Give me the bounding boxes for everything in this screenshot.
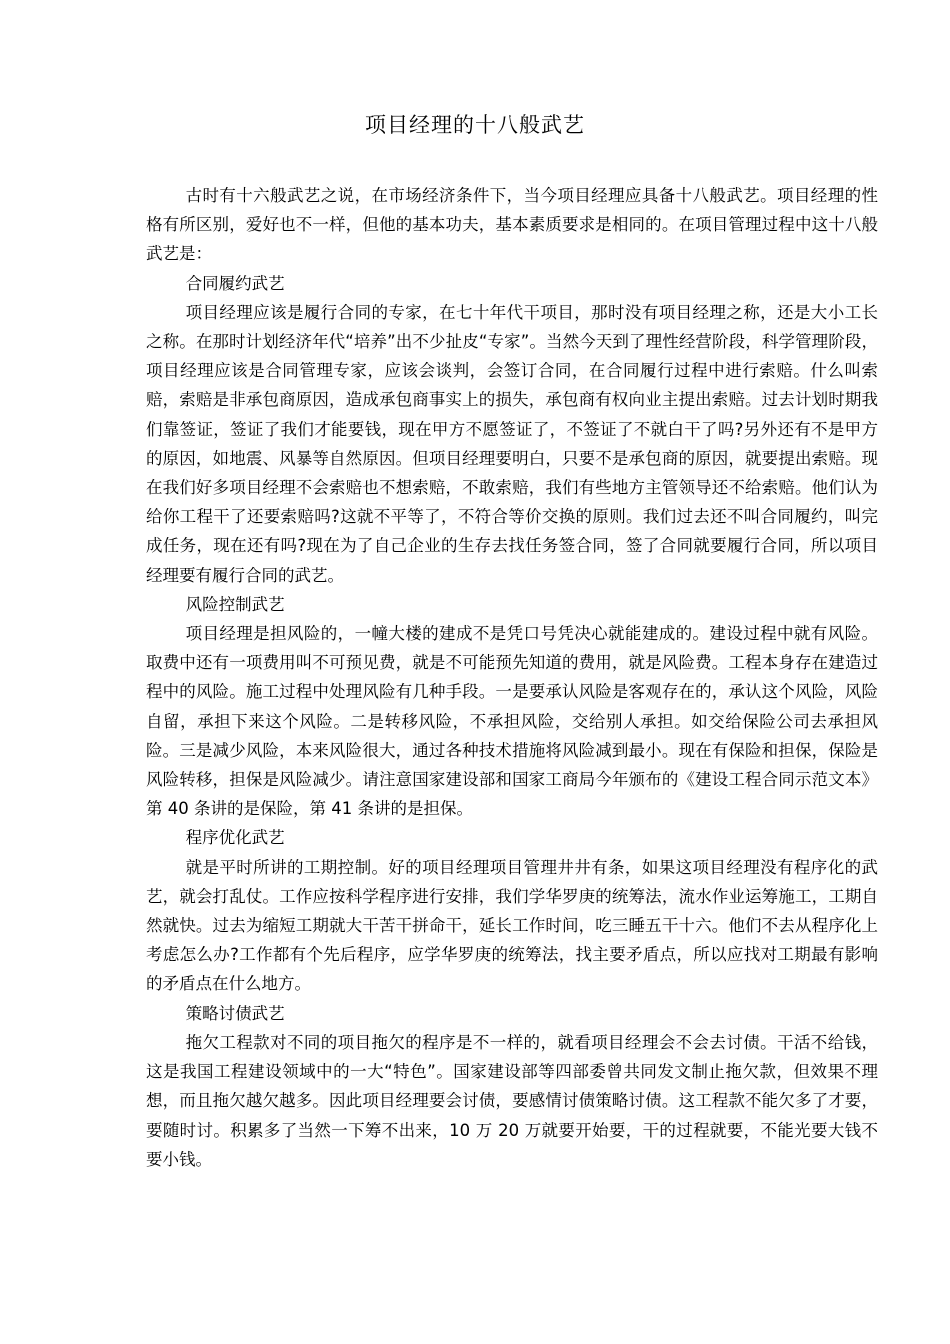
section-paragraph-debt: 拖欠工程款对不同的项目拖欠的程序是不一样的，就看项目经理会不会去讨债。干活不给钱，这是我国工程建设领域中的一大“特色”。国家建设部等四部委曾共同发文制止拖欠款，但效果不理想，而且拖欠越欠越多。因此项目经理要会讨债，要感情讨债策略讨债。这工程款不能欠多了才要，要随时讨。积累多了当然一下筹不出来，10 万 20 万就要开始要，干的过程就要，不能光要大钱不要小钱。: [146, 1032, 878, 1169]
section-heading-procedure: 程序优化武艺: [185, 828, 285, 848]
section-paragraph-procedure: 就是平时所讲的工期控制。好的项目经理项目管理井井有条，如果这项目经理没有程序化的武艺，就会打乱仗。工作应按科学程序进行安排，我们学华罗庚的统筹法，流水作业运筹施工，工期自然就快。过去为缩短工期就大干苦干拼命干，延长工作时间，吃三睡五干十六。他们不去从程序化上考虑怎么办?工作都有个先后程序，应学华罗庚的统筹法，找主要矛盾点，所以应找对工期最有影响的矛盾点在什么地方。: [146, 857, 878, 994]
document-title: 项目经理的十八般武艺: [365, 113, 585, 137]
section-heading-debt: 策略讨债武艺: [185, 1003, 285, 1023]
section-paragraph-risk: 项目经理是担风险的，一幢大楼的建成不是凭口号凭决心就能建成的。建设过程中就有风险。取费中还有一项费用叫不可预见费，就是不可能预先知道的费用，就是风险费。工程本身存在建造过程中的风险。施工过程中处理风险有几种手段。一是要承认风险是客观存在的，承认这个风险，风险自留，承担下来这个风险。二是转移风险，不承担风险，交给别人承担。如交给保险公司去承担风险。三是减少风险，本来风险很大，通过各种技术措施将风险减到最小。现在有保险和担保，保险是风险转移，担保是风险减少。请注意国家建设部和国家工商局今年颁布的《建设工程合同示范文本》第 40 条讲的是保险，第 41 条讲的是担保。: [146, 624, 878, 819]
document-body: [146, 181, 878, 1174]
section-heading-risk: 风险控制武艺: [185, 594, 285, 614]
intro-paragraph: 古时有十六般武艺之说，在市场经济条件下，当今项目经理应具备十八般武艺。项目经理的性格有所区别，爱好也不一样，但他的基本功夫，基本素质要求是相同的。在项目管理过程中这十八般武艺是：: [146, 186, 878, 264]
section-paragraph-contract: 项目经理应该是履行合同的专家，在七十年代干项目，那时没有项目经理之称，还是大小工长之称。在那时计划经济年代“培养”出不少扯皮“专家”。当然今天到了理性经营阶段，科学管理阶段，项目经理应该是合同管理专家，应该会谈判，会签订合同，在合同履行过程中进行索赔。什么叫索赔，索赔是非承包商原因，造成承包商事实上的损失，承包商有权向业主提出索赔。过去计划时期我们靠签证，签证了我们才能要钱，现在甲方不愿签证了，不签证了不就白干了吗?另外还有不是甲方的原因，如地震、风暴等自然原因。但项目经理要明白，只要不是承包商的原因，就要提出索赔。现在我们好多项目经理不会索赔也不想索赔，不敢索赔，我们有些地方主管领导还不给索赔。他们认为给你工程干了还要索赔吗?这就不平等了，不符合等价交换的原则。我们过去还不叫合同履约，叫完成任务，现在还有吗?现在为了自己企业的生存去找任务签合同，签了合同就要履行合同，所以项目经理要有履行合同的武艺。: [146, 302, 878, 585]
section-heading-contract: 合同履约武艺: [185, 273, 285, 293]
